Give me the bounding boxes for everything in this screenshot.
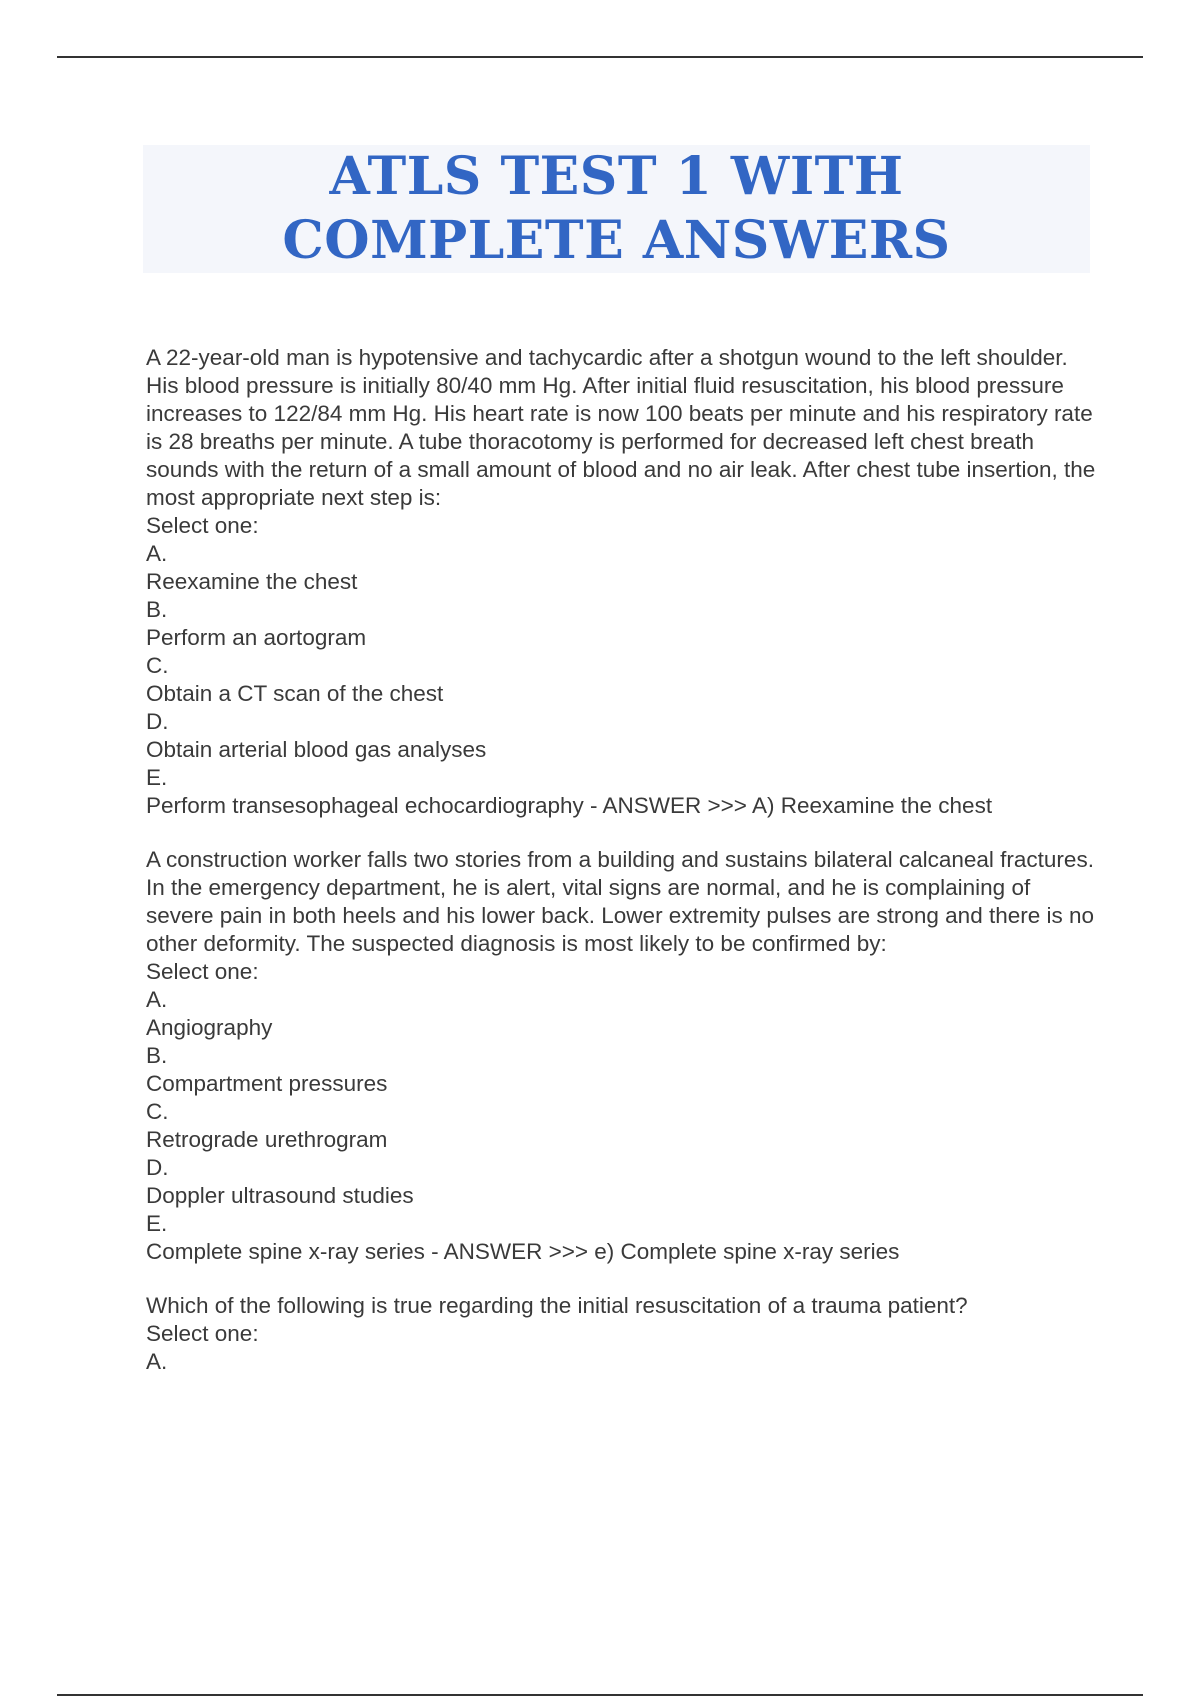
option-letter: A. xyxy=(146,987,168,1012)
option-letter: A. xyxy=(146,1349,168,1374)
option-text: Obtain a CT scan of the chest xyxy=(146,681,444,706)
option-text: Retrograde urethrogram xyxy=(146,1127,388,1152)
option-letter: A. xyxy=(146,541,168,566)
option-text: Compartment pressures xyxy=(146,1071,388,1096)
option-letter: B. xyxy=(146,597,168,622)
top-rule xyxy=(57,56,1143,58)
question-list xyxy=(146,344,1096,1402)
option-text: Angiography xyxy=(146,1015,273,1040)
question-stem: A 22-year-old man is hypotensive and tachycardic after a shotgun wound to the left shoulder. His blood pressure is initially 80/40 mm Hg. After initial fluid resuscitation, his blood pressure increases to 122/84 mm Hg. His heart rate is now 100 beats per minute and his respiratory rate is 28 breaths per minute. A tube thoracotomy is performed for decreased left chest breath sounds with the return of a small amount of blood and no air leak. After chest tube insertion, the most appropriate next step is: xyxy=(146,345,1096,510)
option-text: Perform an aortogram xyxy=(146,625,367,650)
option-letter: E. xyxy=(146,765,168,790)
bottom-rule xyxy=(57,1694,1143,1696)
option-letter: E. xyxy=(146,1211,168,1236)
option-text: Obtain arterial blood gas analyses xyxy=(146,737,487,762)
option-text: Reexamine the chest xyxy=(146,569,358,594)
question-2 xyxy=(146,846,1096,1266)
select-one-label: Select one: xyxy=(146,959,259,984)
option-text-with-answer: Complete spine x-ray series - ANSWER >>> e) Complete spine x-ray series xyxy=(146,1239,900,1264)
question-1 xyxy=(146,344,1096,820)
question-stem: Which of the following is true regarding the initial resuscitation of a trauma patient? xyxy=(146,1293,968,1318)
select-one-label: Select one: xyxy=(146,513,259,538)
option-text: Doppler ultrasound studies xyxy=(146,1183,414,1208)
question-3 xyxy=(146,1292,1096,1376)
question-stem: A construction worker falls two stories from a building and sustains bilateral calcaneal fractures. In the emergency department, he is alert, vital signs are normal, and he is complaining of severe pain in both heels and his lower back. Lower extremity pulses are strong and there is no other deformity. The suspected diagnosis is most likely to be confirmed by: xyxy=(146,847,1095,956)
option-letter: C. xyxy=(146,1099,169,1124)
option-text-with-answer: Perform transesophageal echocardiography - ANSWER >>> A) Reexamine the chest xyxy=(146,793,993,818)
document-title: ATLS TEST 1 WITH COMPLETE ANSWERS xyxy=(282,146,951,271)
option-letter: B. xyxy=(146,1043,168,1068)
option-letter: D. xyxy=(146,1155,169,1180)
option-letter: D. xyxy=(146,709,169,734)
option-letter: C. xyxy=(146,653,169,678)
select-one-label: Select one: xyxy=(146,1321,259,1346)
title-banner xyxy=(143,145,1090,273)
